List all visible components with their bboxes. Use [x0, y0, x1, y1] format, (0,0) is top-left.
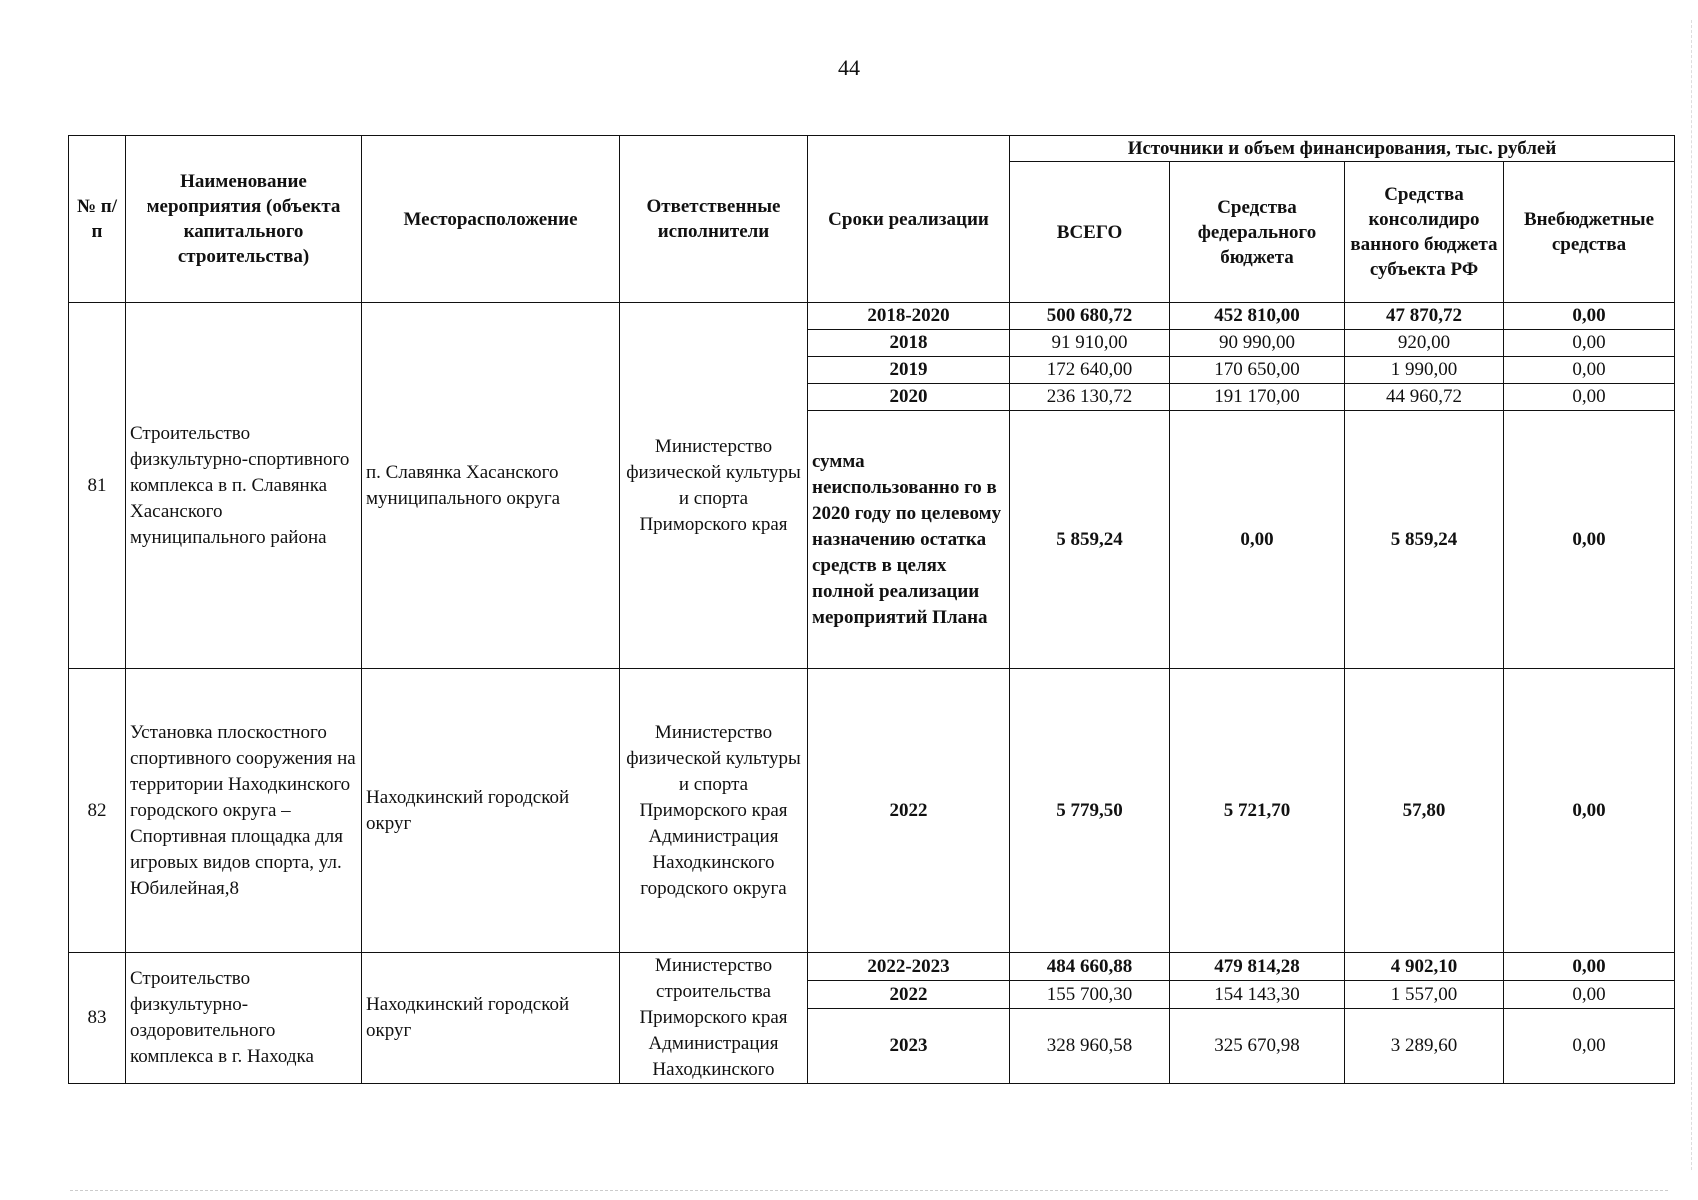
consolidated-value: 1 557,00: [1345, 981, 1504, 1009]
extrabudget-value: 0,00: [1504, 953, 1675, 981]
financing-table: [68, 135, 1675, 1084]
total-value: 5 859,24: [1010, 411, 1170, 669]
unused-balance-note: сумма неиспользованно го в 2020 году по целевому назначению остатка средств в целях полной реализации мероприятий Плана: [808, 411, 1010, 669]
header-location: Месторасположение: [362, 136, 620, 303]
total-value: 328 960,58: [1010, 1009, 1170, 1084]
consolidated-value: 47 870,72: [1345, 303, 1504, 330]
federal-value: 90 990,00: [1170, 330, 1345, 357]
header-executors: Ответственные исполнители: [620, 136, 808, 303]
extrabudget-value: 0,00: [1504, 330, 1675, 357]
term: 2022: [808, 669, 1010, 953]
header-extrabudget: Внебюджетные средства: [1504, 162, 1675, 303]
header-terms: Сроки реализации: [808, 136, 1010, 303]
extrabudget-value: 0,00: [1504, 981, 1675, 1009]
term: 2020: [808, 384, 1010, 411]
total-value: 500 680,72: [1010, 303, 1170, 330]
federal-value: 154 143,30: [1170, 981, 1345, 1009]
row-number: 83: [69, 953, 126, 1084]
consolidated-value: 3 289,60: [1345, 1009, 1504, 1084]
executors: Министерство физической культуры и спорта Приморского края Администрация Находкинского городского округа: [620, 669, 808, 953]
term: 2019: [808, 357, 1010, 384]
location: Находкинский городской округ: [362, 669, 620, 953]
term: 2022-2023: [808, 953, 1010, 981]
header-name: Наименование мероприятия (объекта капитального строительства): [126, 136, 362, 303]
federal-value: 5 721,70: [1170, 669, 1345, 953]
location: п. Славянка Хасанского муниципального округа: [362, 303, 620, 669]
extrabudget-value: 0,00: [1504, 384, 1675, 411]
extrabudget-value: 0,00: [1504, 357, 1675, 384]
consolidated-value: 57,80: [1345, 669, 1504, 953]
total-value: 91 910,00: [1010, 330, 1170, 357]
total-value: 236 130,72: [1010, 384, 1170, 411]
total-value: 155 700,30: [1010, 981, 1170, 1009]
scan-artifact-line: [70, 1190, 1668, 1191]
consolidated-value: 5 859,24: [1345, 411, 1504, 669]
total-value: 172 640,00: [1010, 357, 1170, 384]
extrabudget-value: 0,00: [1504, 1009, 1675, 1084]
term: 2022: [808, 981, 1010, 1009]
federal-value: 452 810,00: [1170, 303, 1345, 330]
page-number: 44: [838, 55, 860, 80]
executors: Министерство физической культуры и спорта Приморского края: [620, 303, 808, 669]
header-sources-group: Источники и объем финансирования, тыс. рублей: [1010, 136, 1675, 162]
consolidated-value: 4 902,10: [1345, 953, 1504, 981]
scan-edge-artifact: [1691, 20, 1692, 1170]
federal-value: 479 814,28: [1170, 953, 1345, 981]
activity-name: Установка плоскостного спортивного сооружения на территории Находкинского городского округа – Спортивная площадка для игровых видов спорта, ул. Юбилейная,8: [126, 669, 362, 953]
federal-value: 325 670,98: [1170, 1009, 1345, 1084]
row-number: 81: [69, 303, 126, 669]
consolidated-value: 44 960,72: [1345, 384, 1504, 411]
term: 2018: [808, 330, 1010, 357]
federal-value: 0,00: [1170, 411, 1345, 669]
consolidated-value: 920,00: [1345, 330, 1504, 357]
extrabudget-value: 0,00: [1504, 303, 1675, 330]
federal-value: 191 170,00: [1170, 384, 1345, 411]
table-row: [69, 303, 1675, 330]
header-no: № п/п: [69, 136, 126, 303]
table-row: [69, 953, 1675, 981]
term: 2023: [808, 1009, 1010, 1084]
federal-value: 170 650,00: [1170, 357, 1345, 384]
total-value: 484 660,88: [1010, 953, 1170, 981]
header-federal: Средства федерального бюджета: [1170, 162, 1345, 303]
total-value: 5 779,50: [1010, 669, 1170, 953]
extrabudget-value: 0,00: [1504, 669, 1675, 953]
table-row: [69, 669, 1675, 953]
term: 2018-2020: [808, 303, 1010, 330]
executors: Министерство строительства Приморского края Администрация Находкинского: [620, 953, 808, 1084]
extrabudget-value: 0,00: [1504, 411, 1675, 669]
row-number: 82: [69, 669, 126, 953]
consolidated-value: 1 990,00: [1345, 357, 1504, 384]
location: Находкинский городской округ: [362, 953, 620, 1084]
header-total: ВСЕГО: [1010, 162, 1170, 303]
header-consolidated: Средства консолидиро ванного бюджета субъекта РФ: [1345, 162, 1504, 303]
activity-name: Строительство физкультурно-спортивного комплекса в п. Славянка Хасанского муниципального района: [126, 303, 362, 669]
activity-name: Строительство физкультурно-оздоровительного комплекса в г. Находка: [126, 953, 362, 1084]
